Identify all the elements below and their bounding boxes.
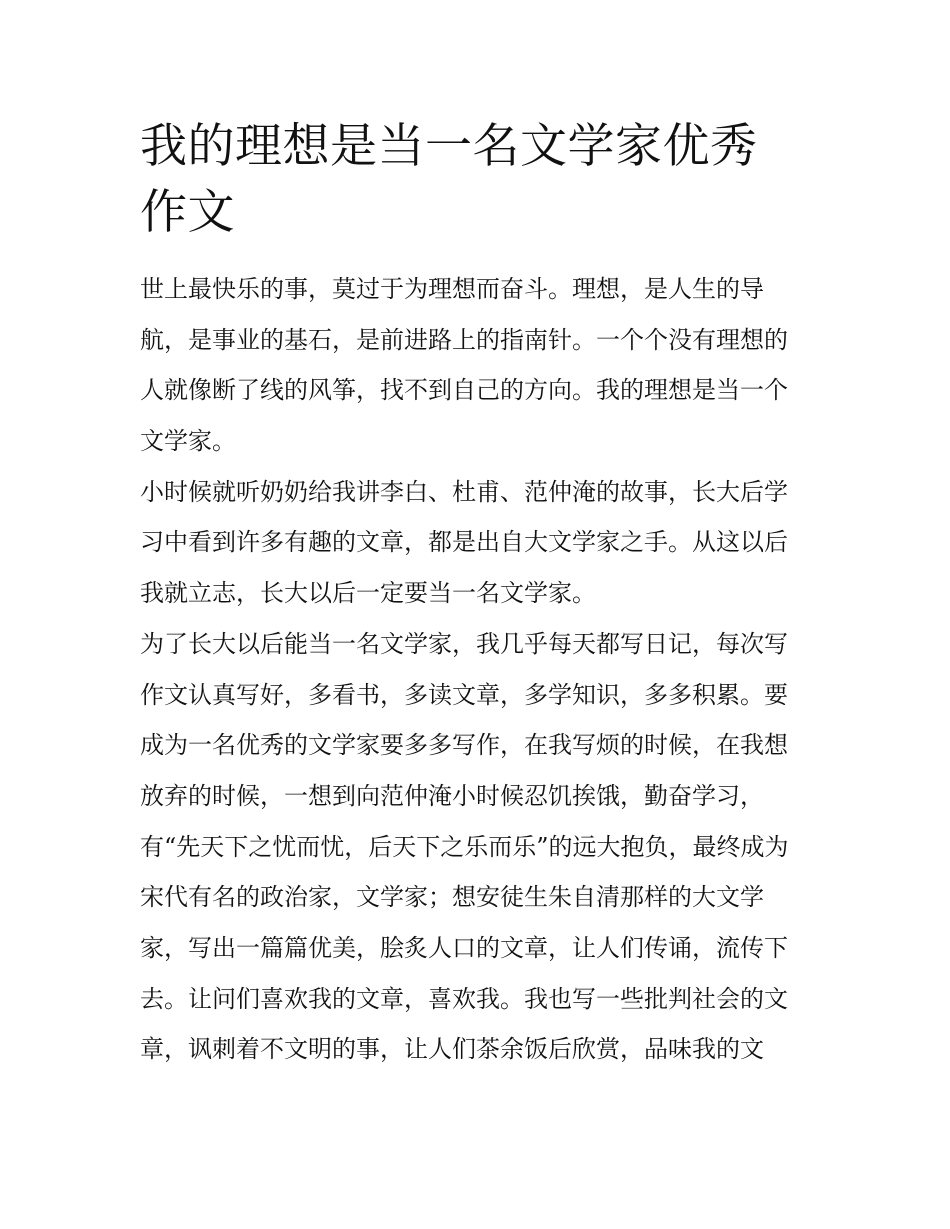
- text-line: 作文认真写好，多看书，多读文章，多学知识，多多积累。要: [140, 680, 788, 709]
- text-line: 小时候就听奶奶给我讲李白、杜甫、范仲淹的故事，长大后学: [140, 477, 788, 506]
- document-title: 我的理想是当一名文学家优秀作文: [140, 119, 758, 240]
- text-line: 世上最快乐的事，莫过于为理想而奋斗。理想，是人生的导: [140, 275, 764, 303]
- text-line: 宋代有名的政治家，文学家；想安徒生朱自清那样的大文学: [140, 883, 764, 912]
- document-content: [140, 114, 812, 1075]
- text-line: 放弃的时候，一想到向范仲淹小时候忍饥挨饿，勤奋学习，: [140, 781, 764, 810]
- text-line: 有“先天下之忧而忧，后天下之乐而乐”的远大抱负，最终成为: [140, 832, 789, 861]
- text-line: 航，是事业的基石，是前进路上的指南针。一个个没有理想的: [140, 325, 788, 354]
- text-line: 习中看到许多有趣的文章，都是出自大文学家之手。从这以后: [140, 528, 788, 557]
- text-line: 我就立志，长大以后一定要当一名文学家。: [140, 579, 596, 608]
- text-line: 为了长大以后能当一名文学家，我几乎每天都写日记，每次写: [140, 629, 788, 658]
- text-line: 章，讽刺着不文明的事，让人们茶余饭后欣赏，品味我的文: [140, 1035, 764, 1064]
- text-line: 家，写出一篇篇优美，脍炙人口的文章，让人们传诵，流传下: [140, 933, 788, 962]
- document-body: [140, 264, 812, 1075]
- text-line: 去。让问们喜欢我的文章，喜欢我。我也写一些批判社会的文: [140, 984, 788, 1013]
- text-line: 文学家。: [140, 427, 236, 456]
- text-line: 成为一名优秀的文学家要多多写作，在我写烦的时候，在我想: [140, 731, 788, 760]
- text-line: 人就像断了线的风筝，找不到自己的方向。我的理想是当一个: [140, 376, 788, 405]
